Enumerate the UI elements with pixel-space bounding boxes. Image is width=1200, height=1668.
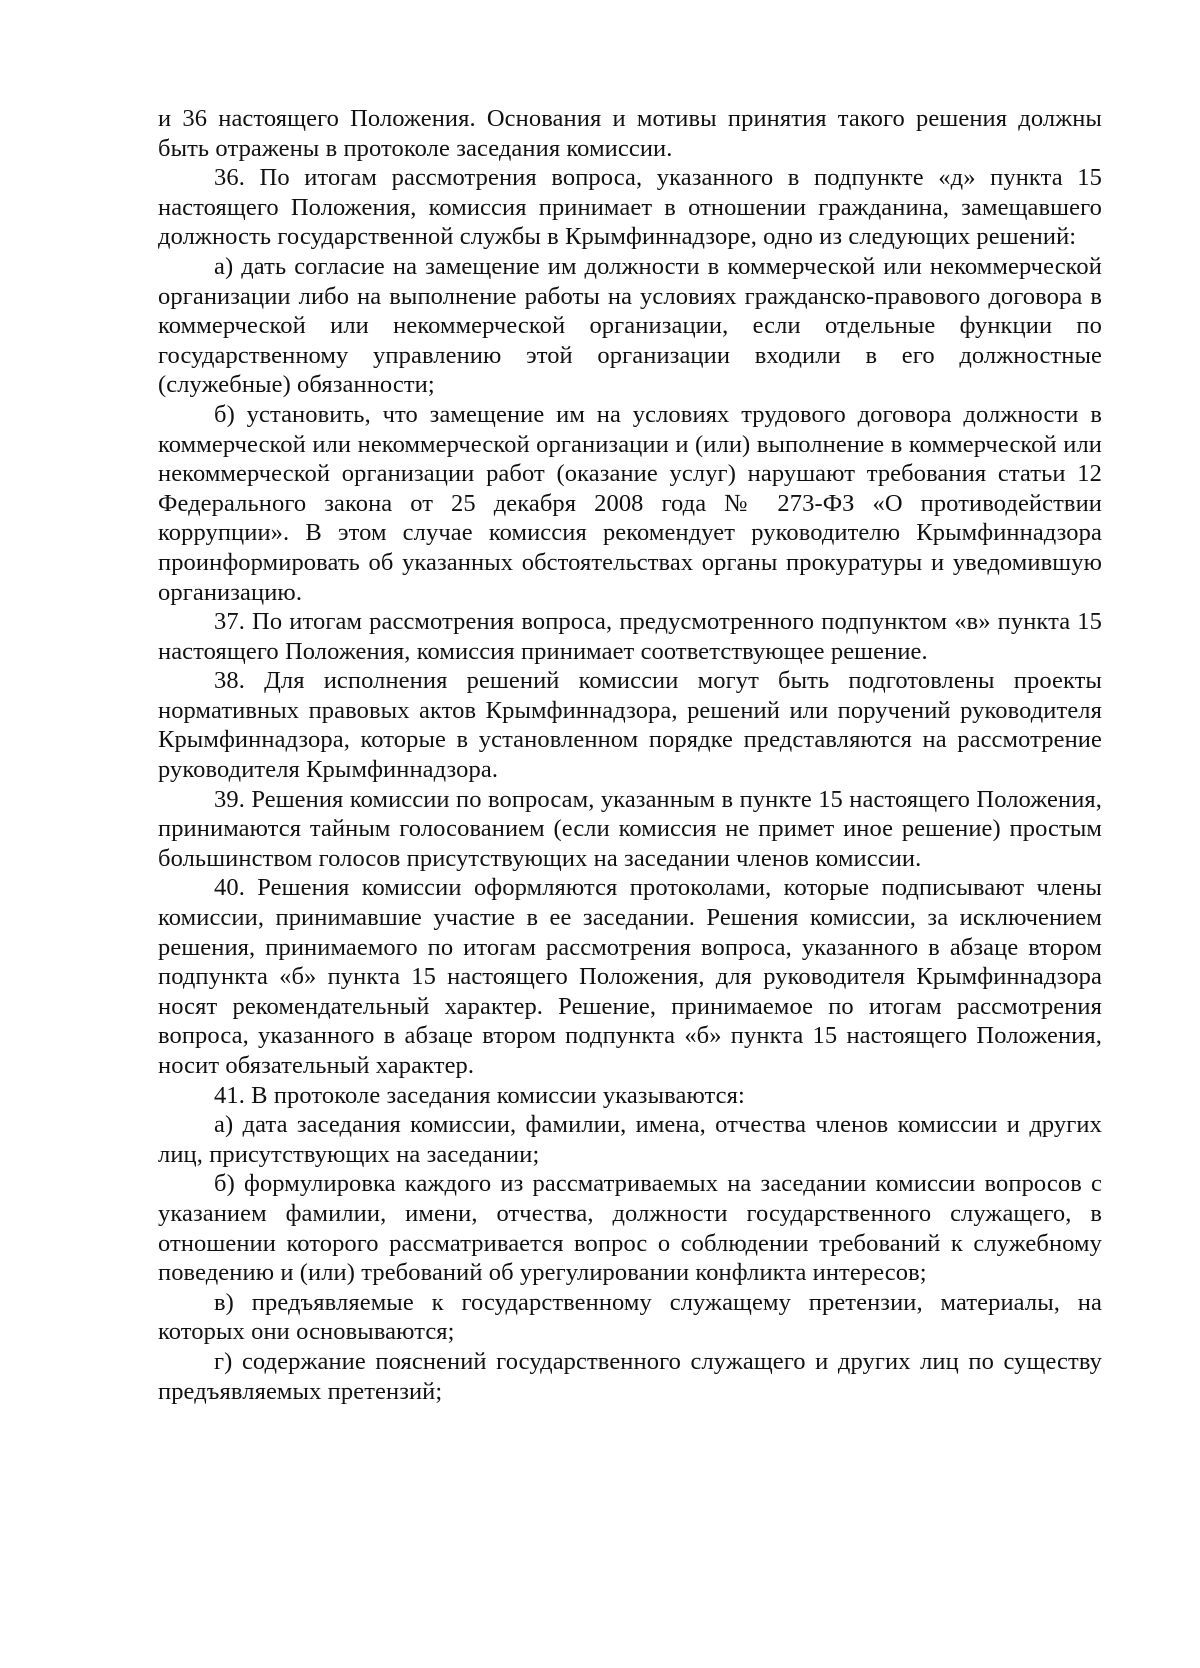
paragraph-41-a: а) дата заседания комиссии, фамилии, имена, отчества членов комиссии и других лиц, присутствующих на заседании; [158, 1111, 1102, 1168]
paragraph-36: 36. По итогам рассмотрения вопроса, указанного в подпункте «д» пункта 15 настоящего Положения, комиссия принимает в отношении гражданина, замещавшего должность государственной службы в Крымфиннадзоре, одно из следующих решений: [158, 164, 1102, 251]
paragraph-41-b: б) формулировка каждого из рассматриваемых на заседании комиссии вопросов с указанием фамилии, имени, отчества, должности государственного служащего, в отношении которого рассматривается вопрос о соблюдении требований к служебному поведению и (или) требований об урегулировании конфликта интересов; [158, 1170, 1102, 1287]
paragraph-41-v: в) предъявляемые к государственному служащему претензии, материалы, на которых они основываются; [158, 1288, 1102, 1346]
paragraph-39: 39. Решения комиссии по вопросам, указанным в пункте 15 настоящего Положения, принимаются тайным голосованием (если комиссия не примет иное решение) простым большинством голосов присутствующих на заседании членов комиссии. [158, 785, 1102, 872]
paragraph-37: 37. По итогам рассмотрения вопроса, предусмотренного подпунктом «в» пункта 15 настоящего Положения, комиссия принимает соответствующее решение. [158, 608, 1102, 665]
paragraph-41-g: г) содержание пояснений государственного служащего и других лиц по существу предъявляемых претензий; [158, 1347, 1102, 1405]
paragraph-40: 40. Решения комиссии оформляются протоколами, которые подписывают члены комиссии, принимавшие участие в ее заседании. Решения комиссии, за исключением решения, принимаемого по итогам рассмотрения вопроса, указанного в абзаце втором подпункта «б» пункта 15 настоящего Положения, для руководителя Крымфиннадзора носят рекомендательный характер. Решение, принимаемое по итогам рассмотрения вопроса, указанного в абзаце втором подпункта «б» пункта 15 настоящего Положения, носит обязательный характер. [158, 874, 1102, 1079]
paragraph-41: 41. В протоколе заседания комиссии указываются: [214, 1081, 745, 1109]
paragraph-36-a: а) дать согласие на замещение им должности в коммерческой или некоммерческой организации либо на выполнение работы на условиях гражданско-правового договора в коммерческой или некоммерческой организации, если отдельные функции по государственному управлению этой организации входили в его должностные (служебные) обязанности; [158, 252, 1102, 399]
document-body [158, 104, 1102, 1406]
paragraph-continuation: и 36 настоящего Положения. Основания и мотивы принятия такого решения должны быть отражены в протоколе заседания комиссии. [158, 105, 1102, 162]
paragraph-38: 38. Для исполнения решений комиссии могут быть подготовлены проекты нормативных правовых актов Крымфиннадзора, решений или поручений руководителя Крымфиннадзора, которые в установленном порядке представляются на рассмотрение руководителя Крымфиннадзора. [158, 667, 1102, 784]
paragraph-36-b: б) установить, что замещение им на условиях трудового договора должности в коммерческой или некоммерческой организации и (или) выполнение в коммерческой или некоммерческой организации работ (оказание услуг) нарушают требования статьи 12 Федерального закона от 25 декабря 2008 года № 273-ФЗ «О противодействии коррупции». В этом случае комиссия рекомендует руководителю Крымфиннадзора проинформировать об указанных обстоятельствах органы прокуратуры и уведомившую организацию. [158, 400, 1102, 606]
